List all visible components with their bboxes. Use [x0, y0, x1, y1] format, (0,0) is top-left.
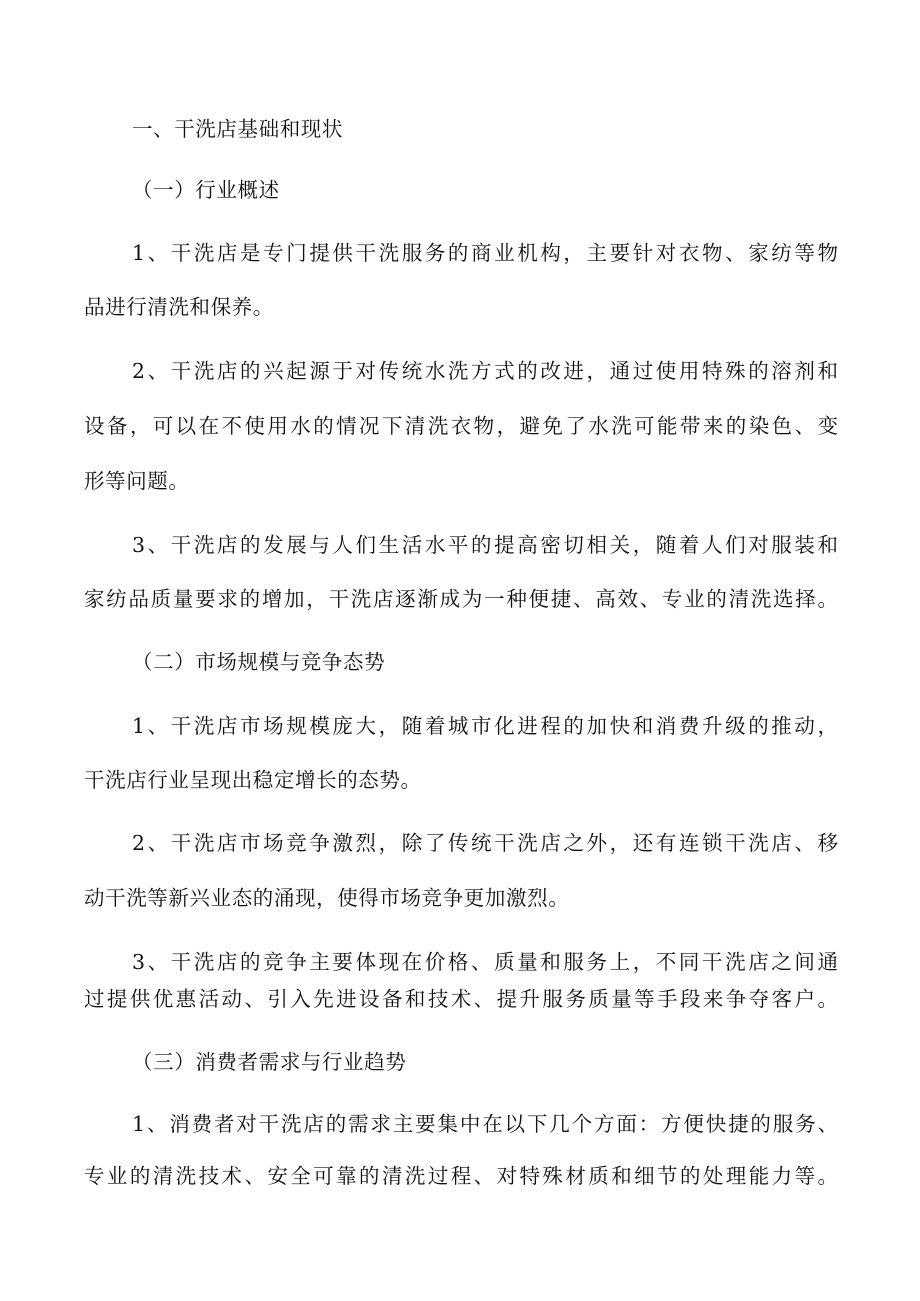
paragraph-1-2-line-3: 形等问题。: [84, 469, 190, 493]
paragraph-1-1-line-1: 1、干洗店是专门提供干洗服务的商业机构，主要针对衣物、家纺等物: [132, 241, 838, 265]
paragraph-1-3-line-1: 3、干洗店的发展与人们生活水平的提高密切相关，随着人们对服装和: [132, 533, 838, 557]
subsection-heading-1: （一）行业概述: [132, 178, 280, 202]
paragraph-1-3-line-2: 家纺品质量要求的增加，干洗店逐渐成为一种便捷、高效、专业的清洗选择。: [84, 587, 838, 611]
paragraph-2-1-line-1: 1、干洗店市场规模庞大，随着城市化进程的加快和消费升级的推动，: [132, 714, 838, 738]
paragraph-1-2-line-1: 2、干洗店的兴起源于对传统水洗方式的改进，通过使用特殊的溶剂和: [132, 359, 838, 383]
paragraph-2-3-line-2: 过提供优惠活动、引入先进设备和技术、提升服务质量等手段来争夺客户。: [84, 987, 838, 1011]
subsection-heading-2: （二）市场规模与竞争态势: [132, 650, 386, 674]
paragraph-3-1-line-1: 1、消费者对干洗店的需求主要集中在以下几个方面：方便快捷的服务、: [132, 1112, 838, 1136]
paragraph-3-1-line-2: 专业的清洗技术、安全可靠的清洗过程、对特殊材质和细节的处理能力等。: [84, 1164, 838, 1188]
paragraph-1-2-line-2: 设备，可以在不使用水的情况下清洗衣物，避免了水洗可能带来的染色、变: [84, 414, 838, 438]
paragraph-2-2-line-2: 动干洗等新兴业态的涌现，使得市场竞争更加激烈。: [84, 886, 570, 910]
paragraph-1-1-line-2: 品进行清洗和保养。: [84, 295, 274, 319]
paragraph-2-2-line-1: 2、干洗店市场竞争激烈，除了传统干洗店之外，还有连锁干洗店、移: [132, 831, 838, 855]
paragraph-2-3-line-1: 3、干洗店的竞争主要体现在价格、质量和服务上，不同干洗店之间通: [132, 950, 838, 974]
section-title: 一、干洗店基础和现状: [132, 117, 343, 141]
subsection-heading-3: （三）消费者需求与行业趋势: [132, 1050, 407, 1074]
paragraph-2-1-line-2: 干洗店行业呈现出稳定增长的态势。: [84, 768, 422, 792]
